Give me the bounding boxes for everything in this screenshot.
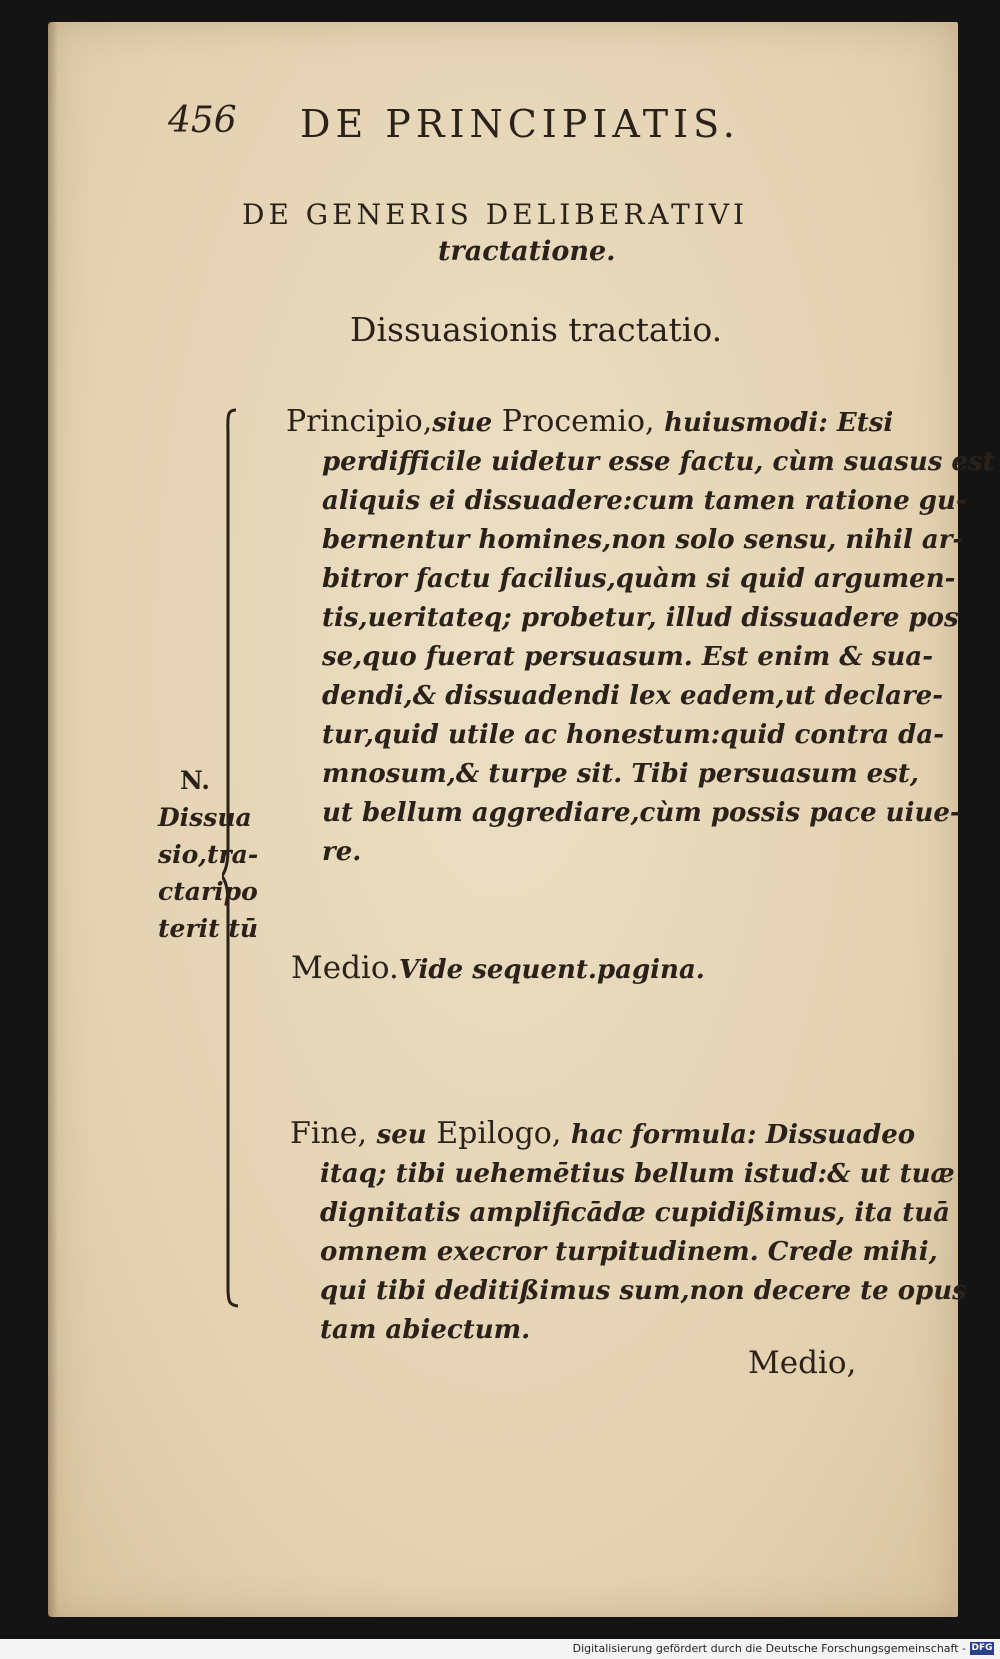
epilogus-line: qui tibi deditißimus sum,non decere te opus xyxy=(320,1276,967,1306)
page-number: 456 xyxy=(168,100,237,141)
epilogus-lead-line: Fine, seu Epilogo, hac formula: Dissuadeo xyxy=(290,1116,916,1151)
footer-credit: Digitalisierung gefördert durch die Deutsche Forschungsgemeinschaft - xyxy=(572,1642,966,1655)
exordium-line: dendi,& dissuadendi lex eadem,ut declare- xyxy=(322,681,943,711)
page-gutter-shadow xyxy=(48,22,58,1617)
catchword: Medio, xyxy=(748,1345,857,1381)
dfg-logo: DFG xyxy=(971,1643,993,1653)
margin-note-line: terit tū xyxy=(158,914,259,943)
sub-heading: Dissuasionis tractatio. xyxy=(350,310,723,349)
exordium-line: mnosum,& turpe sit. Tibi persuasum est, xyxy=(322,759,919,789)
exordium-lead-line: Principio,siue Procemio, huiusmodi: Etsi xyxy=(286,404,894,439)
exordium-line: tur,quid utile ac honestum:quid contra da- xyxy=(322,720,944,750)
epilogus-line: tam abiectum. xyxy=(320,1315,531,1345)
margin-note xyxy=(158,762,258,947)
margin-note-line: Dissua xyxy=(158,803,252,832)
epilogus-line: omnem execror turpitudinem. Crede mihi, xyxy=(320,1237,938,1267)
exordium-line: aliquis ei dissuadere:cum tamen ratione gu- xyxy=(322,486,967,516)
margin-note-line: sio,tra- xyxy=(158,840,259,869)
exordium-line: ut bellum aggrediare,cùm possis pace uiue- xyxy=(322,798,961,828)
section-title: DE GENERIS DELIBERATIVI xyxy=(242,198,749,231)
epilogus-line: itaq; tibi uehemētius bellum istud:& ut tuæ xyxy=(320,1159,955,1189)
margin-note-line: N. xyxy=(180,766,210,795)
epilogus-line: dignitatis amplificādæ cupidißimus, ita tuā xyxy=(320,1198,950,1228)
exordium-line: tis,ueritateq; probetur, illud dissuadere pos xyxy=(322,603,959,633)
exordium-line: perdifficile uidetur esse factu, cùm suasus est xyxy=(322,447,995,477)
exordium-line: bernentur homines,non solo sensu, nihil ar- xyxy=(322,525,964,555)
exordium-paragraph xyxy=(286,402,995,872)
exordium-line: re. xyxy=(322,837,362,867)
medio-line: Medio.Vide sequent.pagina. xyxy=(291,950,705,986)
running-head: DE PRINCIPIATIS. xyxy=(300,102,740,146)
section-subtitle: tractatione. xyxy=(438,236,616,267)
exordium-line: se,quo fuerat persuasum. Est enim & sua- xyxy=(322,642,934,672)
epilogus-paragraph xyxy=(290,1114,967,1350)
exordium-line: bitror factu facilius,quàm si quid argumen- xyxy=(322,564,956,594)
margin-note-line: ctaripo xyxy=(158,877,258,906)
